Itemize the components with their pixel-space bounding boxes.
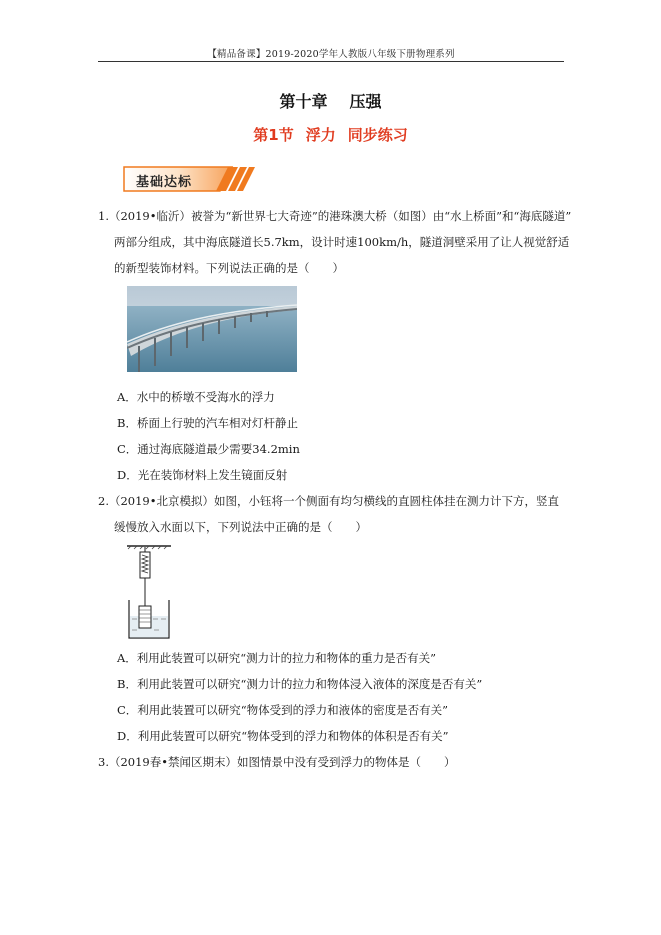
question-2-option-b: B．利用此装置可以研究“测力计的拉力和物体浸入液体的深度是否有关” xyxy=(117,677,483,691)
question-2-line-2: 缓慢放入水面以下，下列说法中正确的是（ ） xyxy=(114,520,367,534)
question-1-text-1: （2019•临沂）被誉为“新世界七大奇迹”的港珠澳大桥（如图）由“水上桥面”和“海底隧道” xyxy=(108,209,572,223)
chapter-number: 第十章 xyxy=(279,92,328,111)
question-3-line-1 xyxy=(98,754,456,770)
question-3-text-1: （2019春•禁闻区期末）如图情景中没有受到浮力的物体是（ ） xyxy=(108,755,456,769)
spring-scale-apparatus xyxy=(125,544,173,640)
chapter-topic: 压强 xyxy=(349,92,382,111)
chapter-title xyxy=(0,89,661,112)
question-1-line-2: 两部分组成，其中海底隧道长5.7km，设计时速100km/h，隧道洞壁采用了让人视觉舒适 xyxy=(114,235,570,249)
badge-label: 基础达标 xyxy=(136,175,193,190)
question-2-option-d: D．利用此装置可以研究“物体受到的浮力和物体的体积是否有关” xyxy=(117,729,449,743)
question-2-text-1: （2019•北京模拟）如图，小钰将一个侧面有均匀横线的直圆柱体挂在测力计下方，竖直 xyxy=(108,494,560,508)
question-1-option-a: A．水中的桥墩不受海水的浮力 xyxy=(117,390,275,404)
question-3-number: 3. xyxy=(98,755,109,769)
header-rule xyxy=(98,61,564,62)
section-number: 第1节 xyxy=(253,126,294,144)
section-type: 同步练习 xyxy=(347,126,408,144)
question-1-option-b: B．桥面上行驶的汽车相对灯杆静止 xyxy=(117,416,298,430)
question-1-option-d: D．光在装饰材料上发生镜面反射 xyxy=(117,468,288,482)
question-2-option-a: A．利用此装置可以研究“测力计的拉力和物体的重力是否有关” xyxy=(117,651,437,665)
question-1-option-c: C．通过海底隧道最少需要34.2min xyxy=(117,442,300,456)
question-1-line-3: 的新型装饰材料。下列说法正确的是（ ） xyxy=(114,261,344,275)
section-title xyxy=(0,124,661,145)
page-header: 【精品备课】2019-2020学年人教版八年级下册物理系列 xyxy=(207,49,455,60)
question-2-option-c: C．利用此装置可以研究“物体受到的浮力和液体的密度是否有关” xyxy=(117,703,449,717)
section-name: 浮力 xyxy=(305,126,336,144)
question-1-number: 1. xyxy=(98,209,109,223)
question-2-line-1 xyxy=(98,493,559,509)
question-2-number: 2. xyxy=(98,494,109,508)
bridge-photo xyxy=(127,286,297,372)
question-1-line-1 xyxy=(98,208,571,224)
